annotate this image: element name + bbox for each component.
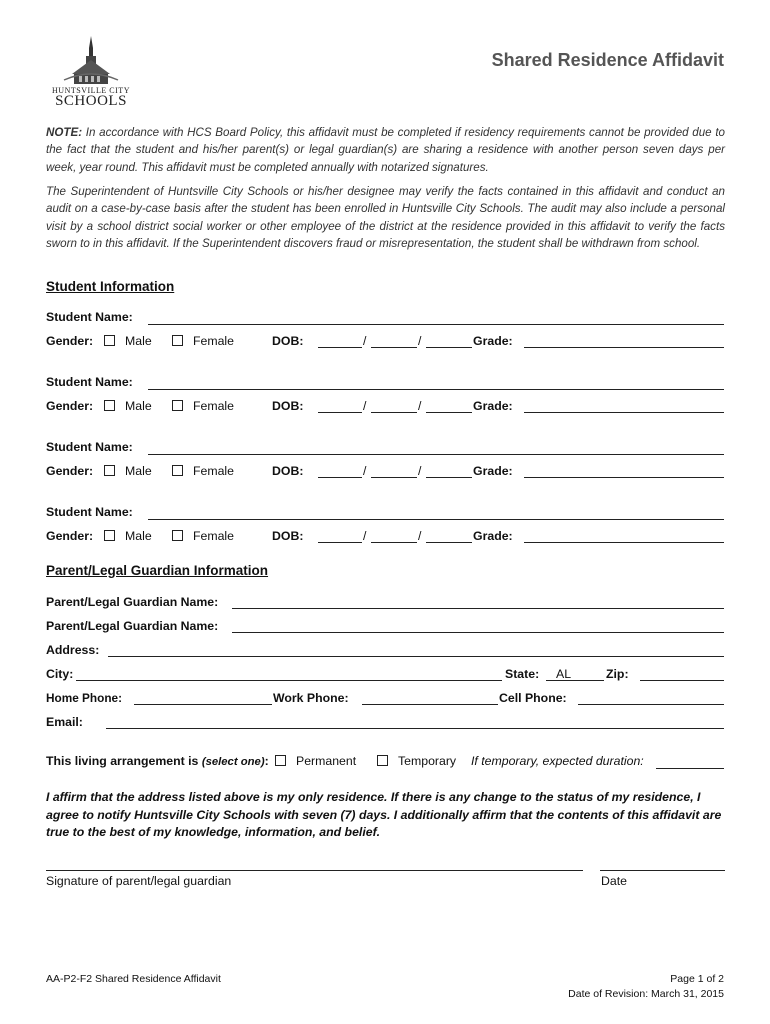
female-checkbox[interactable] — [172, 400, 183, 411]
male-label: Male — [125, 464, 152, 478]
living-arrangement-label — [46, 754, 269, 768]
zip-label: Zip: — [606, 667, 629, 681]
state-field-line — [546, 680, 604, 681]
dob-year-field[interactable] — [426, 542, 472, 543]
dob-label: DOB: — [272, 464, 304, 478]
guardian-name-label-2: Parent/Legal Guardian Name: — [46, 619, 219, 633]
dob-day-field[interactable] — [371, 412, 417, 413]
dob-separator: / — [418, 334, 422, 348]
gender-label: Gender: — [46, 399, 94, 413]
female-checkbox[interactable] — [172, 465, 183, 476]
document-title: Shared Residence Affidavit — [491, 50, 724, 70]
footer-page-number: Page 1 of 2 — [670, 973, 724, 985]
dob-separator: / — [418, 529, 422, 543]
gender-label: Gender: — [46, 334, 94, 348]
student-name-label: Student Name: — [46, 375, 133, 389]
cell-phone-label: Cell Phone: — [499, 691, 567, 705]
note-label: NOTE: — [46, 126, 83, 139]
grade-label: Grade: — [473, 464, 513, 478]
dob-year-field[interactable] — [426, 477, 472, 478]
temporary-checkbox[interactable] — [377, 755, 388, 766]
grade-field[interactable] — [524, 477, 724, 478]
guardian-info-heading: Parent/Legal Guardian Information — [46, 563, 269, 578]
select-one-hint: (select one) — [201, 756, 265, 768]
city-field[interactable] — [76, 680, 502, 681]
dob-separator: / — [363, 334, 367, 348]
note-paragraph — [46, 124, 725, 176]
permanent-label: Permanent — [296, 754, 357, 768]
email-label: Email: — [46, 715, 83, 729]
gender-label: Gender: — [46, 464, 94, 478]
temporary-label: Temporary — [398, 754, 457, 768]
student-info-heading: Student Information — [46, 279, 175, 294]
dob-month-field[interactable] — [318, 477, 362, 478]
cell-phone-field[interactable] — [578, 704, 724, 705]
zip-field[interactable] — [640, 680, 724, 681]
female-label: Female — [193, 464, 235, 478]
dob-label: DOB: — [272, 334, 304, 348]
dob-separator: / — [418, 464, 422, 478]
work-phone-label: Work Phone: — [273, 691, 349, 705]
female-label: Female — [193, 399, 235, 413]
dob-separator: / — [418, 399, 422, 413]
home-phone-field[interactable] — [134, 704, 272, 705]
footer-form-id: AA-P2-F2 Shared Residence Affidavit — [46, 973, 221, 985]
grade-label: Grade: — [473, 399, 513, 413]
female-checkbox[interactable] — [172, 335, 183, 346]
dob-separator: / — [363, 464, 367, 478]
gender-label: Gender: — [46, 529, 94, 543]
dob-year-field[interactable] — [426, 412, 472, 413]
note-text: In accordance with HCS Board Policy, this affidavit must be completed if residency requirements cannot be provided due to the fact that the student and his/her parent(s) or legal guardian(s) are sharing a residence with another person seven days per week, year round. This affidavit must be completed annually with notarized signatures. — [46, 126, 725, 174]
male-label: Male — [125, 399, 152, 413]
dob-month-field[interactable] — [318, 412, 362, 413]
male-checkbox[interactable] — [104, 530, 115, 541]
grade-field[interactable] — [524, 412, 724, 413]
logo-city-text: HUNTSVILLE CITY — [52, 86, 130, 95]
student-name-label: Student Name: — [46, 310, 133, 324]
logo-schools-text: SCHOOLS — [55, 93, 127, 109]
duration-label: If temporary, expected duration: — [471, 754, 644, 768]
audit-paragraph: The Superintendent of Huntsville City Schools or his/her designee may verify the facts contained in this affidavit and conduct an audit on a case-by-case basis after the student has been enrolled in Huntsville City Schools. The audit may also include a personal visit by a school district social worker or other employee of the district at the residence provided in this affidavit to verify the facts sworn to in this affidavit. If the Superintendent discovers fraud or misrepresentation, the student shall be withdrawn from school. — [46, 185, 725, 250]
affirmation-text: I affirm that the address listed above is my only residence. If there is any change to the status of my residence, I agree to notify Huntsville City Schools with seven (7) days. I additionally affirm that the contents of this affidavit are true to the best of my knowledge, information, and belief. — [46, 790, 722, 839]
signature-field[interactable] — [46, 870, 583, 871]
student-name-field[interactable] — [148, 324, 724, 325]
dob-year-field[interactable] — [426, 347, 472, 348]
grade-label: Grade: — [473, 334, 513, 348]
guardian-name-field-2[interactable] — [232, 632, 724, 633]
grade-field[interactable] — [524, 542, 724, 543]
dob-separator: / — [363, 529, 367, 543]
dob-label: DOB: — [272, 529, 304, 543]
permanent-checkbox[interactable] — [275, 755, 286, 766]
student-name-label: Student Name: — [46, 505, 133, 519]
male-checkbox[interactable] — [104, 335, 115, 346]
dob-day-field[interactable] — [371, 477, 417, 478]
male-checkbox[interactable] — [104, 465, 115, 476]
dob-day-field[interactable] — [371, 347, 417, 348]
signature-label: Signature of parent/legal guardian — [46, 874, 232, 888]
living-colon: : — [264, 754, 269, 768]
address-label: Address: — [46, 643, 100, 657]
work-phone-field[interactable] — [362, 704, 498, 705]
living-label-text: This living arrangement is — [46, 754, 199, 768]
state-label: State: — [505, 667, 540, 681]
dob-label: DOB: — [272, 399, 304, 413]
date-field[interactable] — [600, 870, 725, 871]
student-name-field[interactable] — [148, 454, 724, 455]
dob-month-field[interactable] — [318, 542, 362, 543]
footer-revision-date: Date of Revision: March 31, 2015 — [568, 988, 724, 1000]
address-field[interactable] — [108, 656, 724, 657]
student-name-label: Student Name: — [46, 440, 133, 454]
guardian-name-field-1[interactable] — [232, 608, 724, 609]
female-label: Female — [193, 529, 235, 543]
male-label: Male — [125, 529, 152, 543]
date-label: Date — [601, 874, 627, 888]
male-checkbox[interactable] — [104, 400, 115, 411]
female-checkbox[interactable] — [172, 530, 183, 541]
grade-field[interactable] — [524, 347, 724, 348]
dob-separator: / — [363, 399, 367, 413]
city-label: City: — [46, 667, 74, 681]
home-phone-label: Home Phone: — [46, 691, 123, 705]
email-field[interactable] — [106, 728, 724, 729]
male-label: Male — [125, 334, 152, 348]
state-value[interactable]: AL — [556, 667, 572, 681]
student-name-field[interactable] — [148, 389, 724, 390]
dob-month-field[interactable] — [318, 347, 362, 348]
grade-label: Grade: — [473, 529, 513, 543]
student-name-field[interactable] — [148, 519, 724, 520]
guardian-name-label-1: Parent/Legal Guardian Name: — [46, 595, 219, 609]
dob-day-field[interactable] — [371, 542, 417, 543]
female-label: Female — [193, 334, 235, 348]
duration-field[interactable] — [656, 768, 724, 769]
